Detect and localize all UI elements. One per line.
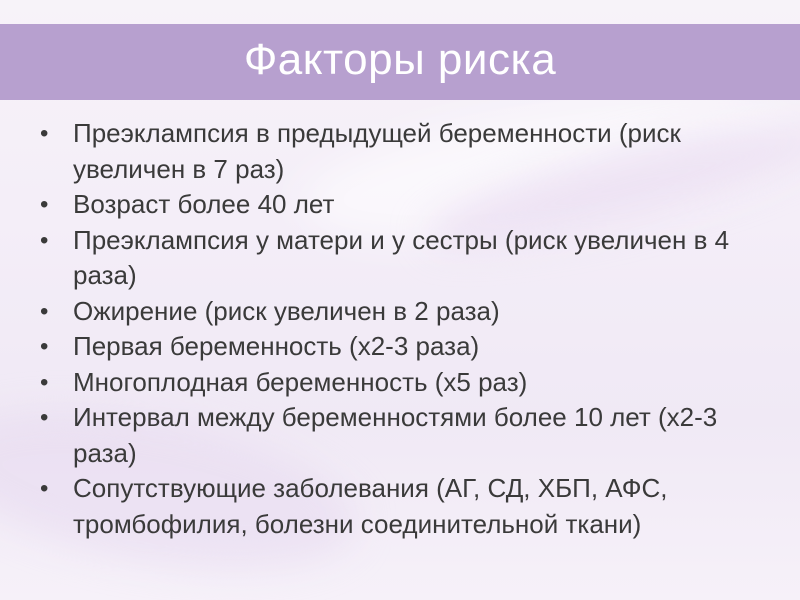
bullet-icon: • [40, 226, 49, 254]
risk-factors-list [36, 116, 786, 542]
bullet-icon: • [40, 297, 49, 325]
bullet-icon: • [40, 368, 49, 396]
list-item-text: Преэклампсия у матери и у сестры (риск увеличен в 4 раза) [73, 224, 730, 290]
list-item-text: Преэклампсия в предыдущей беременности (риск увеличен в 7 раз) [73, 118, 681, 184]
list-item-text: Возраст более 40 лет [73, 189, 335, 219]
slide-title: Факторы риска [243, 35, 557, 84]
list-item-text: Сопутствующие заболевания (АГ, СД, ХБП, АФС, тромбофилия, болезни соединительной ткани) [73, 473, 668, 539]
title-bar [0, 24, 800, 100]
list-item [36, 294, 786, 330]
list-item [36, 223, 786, 294]
bullet-icon: • [40, 404, 49, 431]
list-item-text: Первая беременность (х2-3 раза) [73, 331, 480, 361]
list-item [36, 187, 786, 223]
list-item-text: Многоплодная беременность (х5 раз) [73, 366, 528, 397]
list-item [36, 471, 786, 542]
list-item [36, 329, 786, 365]
list-item-text: Ожирение (риск увеличен в 2 раза) [73, 295, 500, 326]
list-item [36, 116, 786, 187]
content-area [36, 116, 786, 542]
list-item-text: Интервал между беременностями более 10 лет (х2-3 раза) [73, 402, 718, 468]
bullet-icon: • [40, 475, 49, 502]
list-item [36, 400, 786, 471]
bullet-icon: • [40, 191, 49, 218]
list-item [36, 365, 786, 401]
bullet-icon: • [40, 333, 49, 360]
bullet-icon: • [40, 120, 49, 147]
